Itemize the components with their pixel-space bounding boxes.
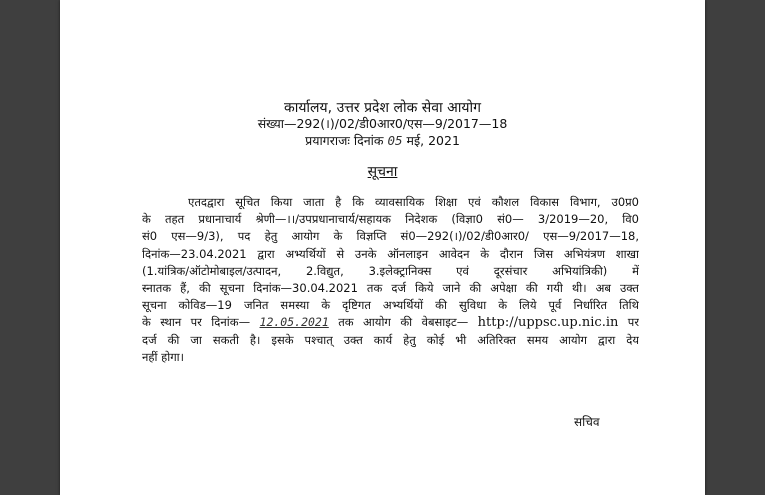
body-line: सूचना कोविड—19 जनित समस्या के दृष्टिगत अभ्यर्थियों की सुविधा के लिये पूर्व निर्धारित तिथि <box>142 298 639 313</box>
office-heading: कार्यालय, उत्तर प्रदेश लोक सेवा आयोग <box>283 100 482 116</box>
notice-page <box>60 0 705 495</box>
notice-title: सूचना <box>367 164 398 180</box>
body-line-final: नहीं होगा। <box>142 349 185 364</box>
place-suffix: मई, 2021 <box>406 133 460 148</box>
signature-designation: सचिव <box>574 415 600 429</box>
line8-end: पर <box>627 315 639 330</box>
body-line: एतदद्वारा सूचित किया जाता है कि व्यावसायिक शिक्षा एवं कौशल विकास विभाग, उ0प्र0 <box>188 195 639 209</box>
place-prefix: प्रयागराजः दिनांक <box>305 133 384 148</box>
line8-before: के स्थान पर दिनांक— <box>142 315 251 330</box>
handwritten-day: 05 <box>387 133 403 148</box>
line8-after: तक आयोग की वेबसाइट— <box>338 315 469 330</box>
place-date-line <box>60 132 705 149</box>
notice-body <box>142 194 639 366</box>
handwritten-new-date: 12.05.2021 <box>259 315 329 330</box>
body-line: (1.यांत्रिक/ऑटोमोबाइल/उत्पादन, 2.विद्युत, 3.इलेक्ट्रानिक्स एवं दूरसंचार अभियांत्रिकी) में <box>142 263 639 278</box>
body-line: के तहत प्रधानाचार्य श्रेणी—।।/उपप्रधानाचार्य/सहायक निदेशक (विज्ञा0 सं0— 3/2019—20, वि0 <box>142 212 639 227</box>
body-line: दिनांक—23.04.2021 द्वारा अभ्यर्थियों से उनके ऑनलाइन आवेदन के दौरान जिस अभियंत्रण शाखा <box>142 246 639 261</box>
website-link[interactable]: http://uppsc.up.nic.in <box>477 315 619 331</box>
body-line: सं0 एस—9/3), पद हेतु आयोग के विज्ञप्ति सं0—292(।)/02/डी0आर0/ एस—9/2017—18, <box>142 229 639 244</box>
body-line: दर्ज की जा सकती है। इसके पश्चात् उक्त कार्य हेतु कोई भी अतिरिक्त समय आयोग द्वारा देय <box>142 332 639 347</box>
body-line-with-url <box>142 314 639 331</box>
reference-number: संख्या—292(।)/02/डी0आर0/एस—9/2017—18 <box>257 116 508 131</box>
body-line: स्नातक हैं, की सूचना दिनांक—30.04.2021 तक दर्ज किये जाने की अपेक्षा की गयी थी। अब उक्त <box>142 281 639 296</box>
